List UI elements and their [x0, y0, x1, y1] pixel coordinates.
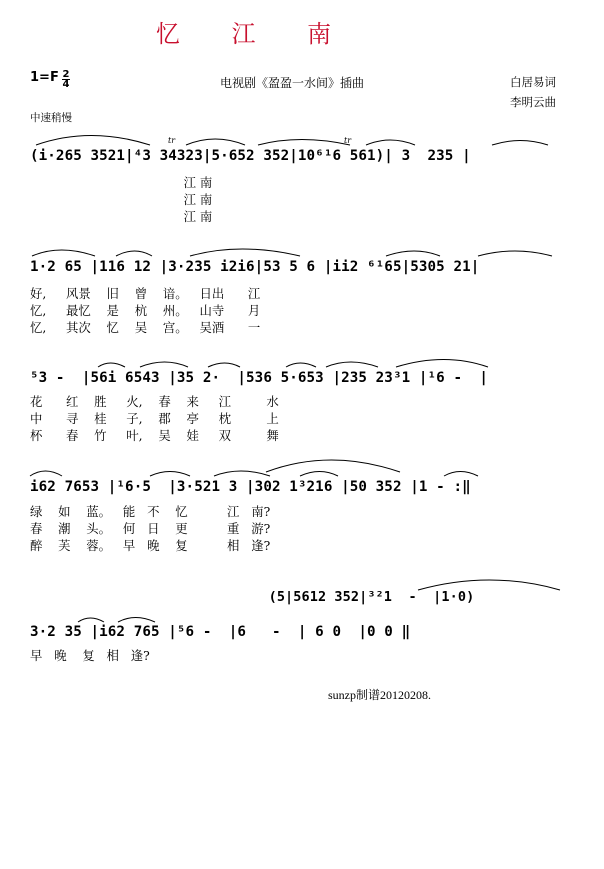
slur-arc	[32, 250, 95, 256]
lyric-line-2-verse-2: 忆, 最忆 是 杭 州。 山寺 月	[30, 303, 261, 318]
lyric-line-3-verse-2: 中 寻 桂 子, 郡 亭 枕 上	[30, 411, 279, 426]
trill-mark: tr	[168, 136, 176, 145]
lyric-line-3-verse-3: 杯 春 竹 叶, 吴 娃 双 舞	[30, 428, 279, 443]
song-title: 忆 江 南	[155, 20, 354, 48]
lyric-line-4-verse-1: 绿 如 蓝。 能 不 忆 江 南?	[30, 504, 271, 519]
score-line-1: (i·265 3521|⁴3 34323|5·652 352|10⁶¹6 561)| 3 235 |	[30, 148, 471, 164]
lyric-line-1-verse-1: 江 南	[30, 175, 213, 190]
slur-arc	[116, 251, 152, 256]
trill-mark: tr	[344, 136, 352, 145]
slur-arc	[30, 471, 62, 476]
slur-arc	[326, 362, 378, 367]
slur-arc	[366, 140, 415, 145]
score-line-4: i62 7653 |¹6·5 |3·521 3 |302 1³216 |50 352 |1 - :‖	[30, 479, 471, 495]
slur-arc	[418, 580, 560, 590]
slur-arc	[140, 362, 188, 367]
tempo-marking: 中速稍慢	[30, 112, 72, 124]
lyric-line-2-verse-1: 好, 风景 旧 曾 谙。 日出 江	[30, 286, 261, 301]
score-line-5-prelude: (5|5612 352|³²1 - |1·0)	[30, 589, 475, 605]
slur-arc	[258, 140, 350, 146]
transcriber-note: sunzp制谱20120208.	[328, 688, 431, 702]
slur-arc	[98, 363, 125, 367]
slur-arc	[118, 618, 155, 623]
lyric-line-1-verse-3: 江 南	[30, 209, 213, 224]
slur-arc	[286, 363, 316, 367]
composer-credit: 李明云曲	[510, 95, 556, 109]
score-line-3: ⁵3 - |56i 6543 |35 2· |536 5·653 |235 23³1 |¹6 - |	[30, 370, 489, 386]
score-line-2: 1·2 65 |116 12 |3·235 i2i6|53 5 6 |ii2 ⁶¹65|5305 21|	[30, 259, 480, 275]
meter-bottom: 4	[62, 79, 70, 90]
slur-arc	[190, 249, 300, 256]
slur-arc	[478, 251, 552, 256]
slur-arc	[386, 251, 440, 256]
slur-arc	[444, 472, 478, 477]
slur-arc	[300, 472, 338, 477]
lyric-line-2-verse-3: 忆, 其次 忆 吴 宫。 吴酒 一	[30, 320, 261, 335]
slur-arc	[36, 136, 150, 146]
slur-arc	[492, 141, 548, 146]
meter-top: 2	[62, 69, 70, 80]
subtitle: 电视剧《盈盈一水间》插曲	[219, 76, 364, 90]
lyric-line-5-verse-1: 早 晚 复 相 逢?	[30, 648, 150, 663]
slur-arc	[396, 360, 488, 368]
score-line-5: 3·2 35 |i62 765 |⁵6 - |6 - | 6 0 |0 0 ‖	[30, 624, 411, 640]
slur-arc	[186, 139, 245, 145]
slur-arc	[214, 471, 270, 476]
lyric-line-3-verse-1: 花 红 胜 火, 春 来 江 水	[30, 394, 279, 409]
slur-arc	[266, 460, 400, 472]
lyricist-credit: 白居易词	[510, 75, 556, 89]
lyric-line-1-verse-2: 江 南	[30, 192, 213, 207]
key-signature: 1=F	[30, 70, 59, 85]
lyric-line-4-verse-2: 春 潮 头。 何 日 更 重 游?	[30, 521, 271, 536]
slur-arc	[78, 618, 104, 622]
slur-arc	[150, 472, 190, 477]
lyric-line-4-verse-3: 醉 芙 蓉。 早 晚 复 相 逢?	[30, 538, 271, 553]
slur-arc	[208, 363, 240, 367]
